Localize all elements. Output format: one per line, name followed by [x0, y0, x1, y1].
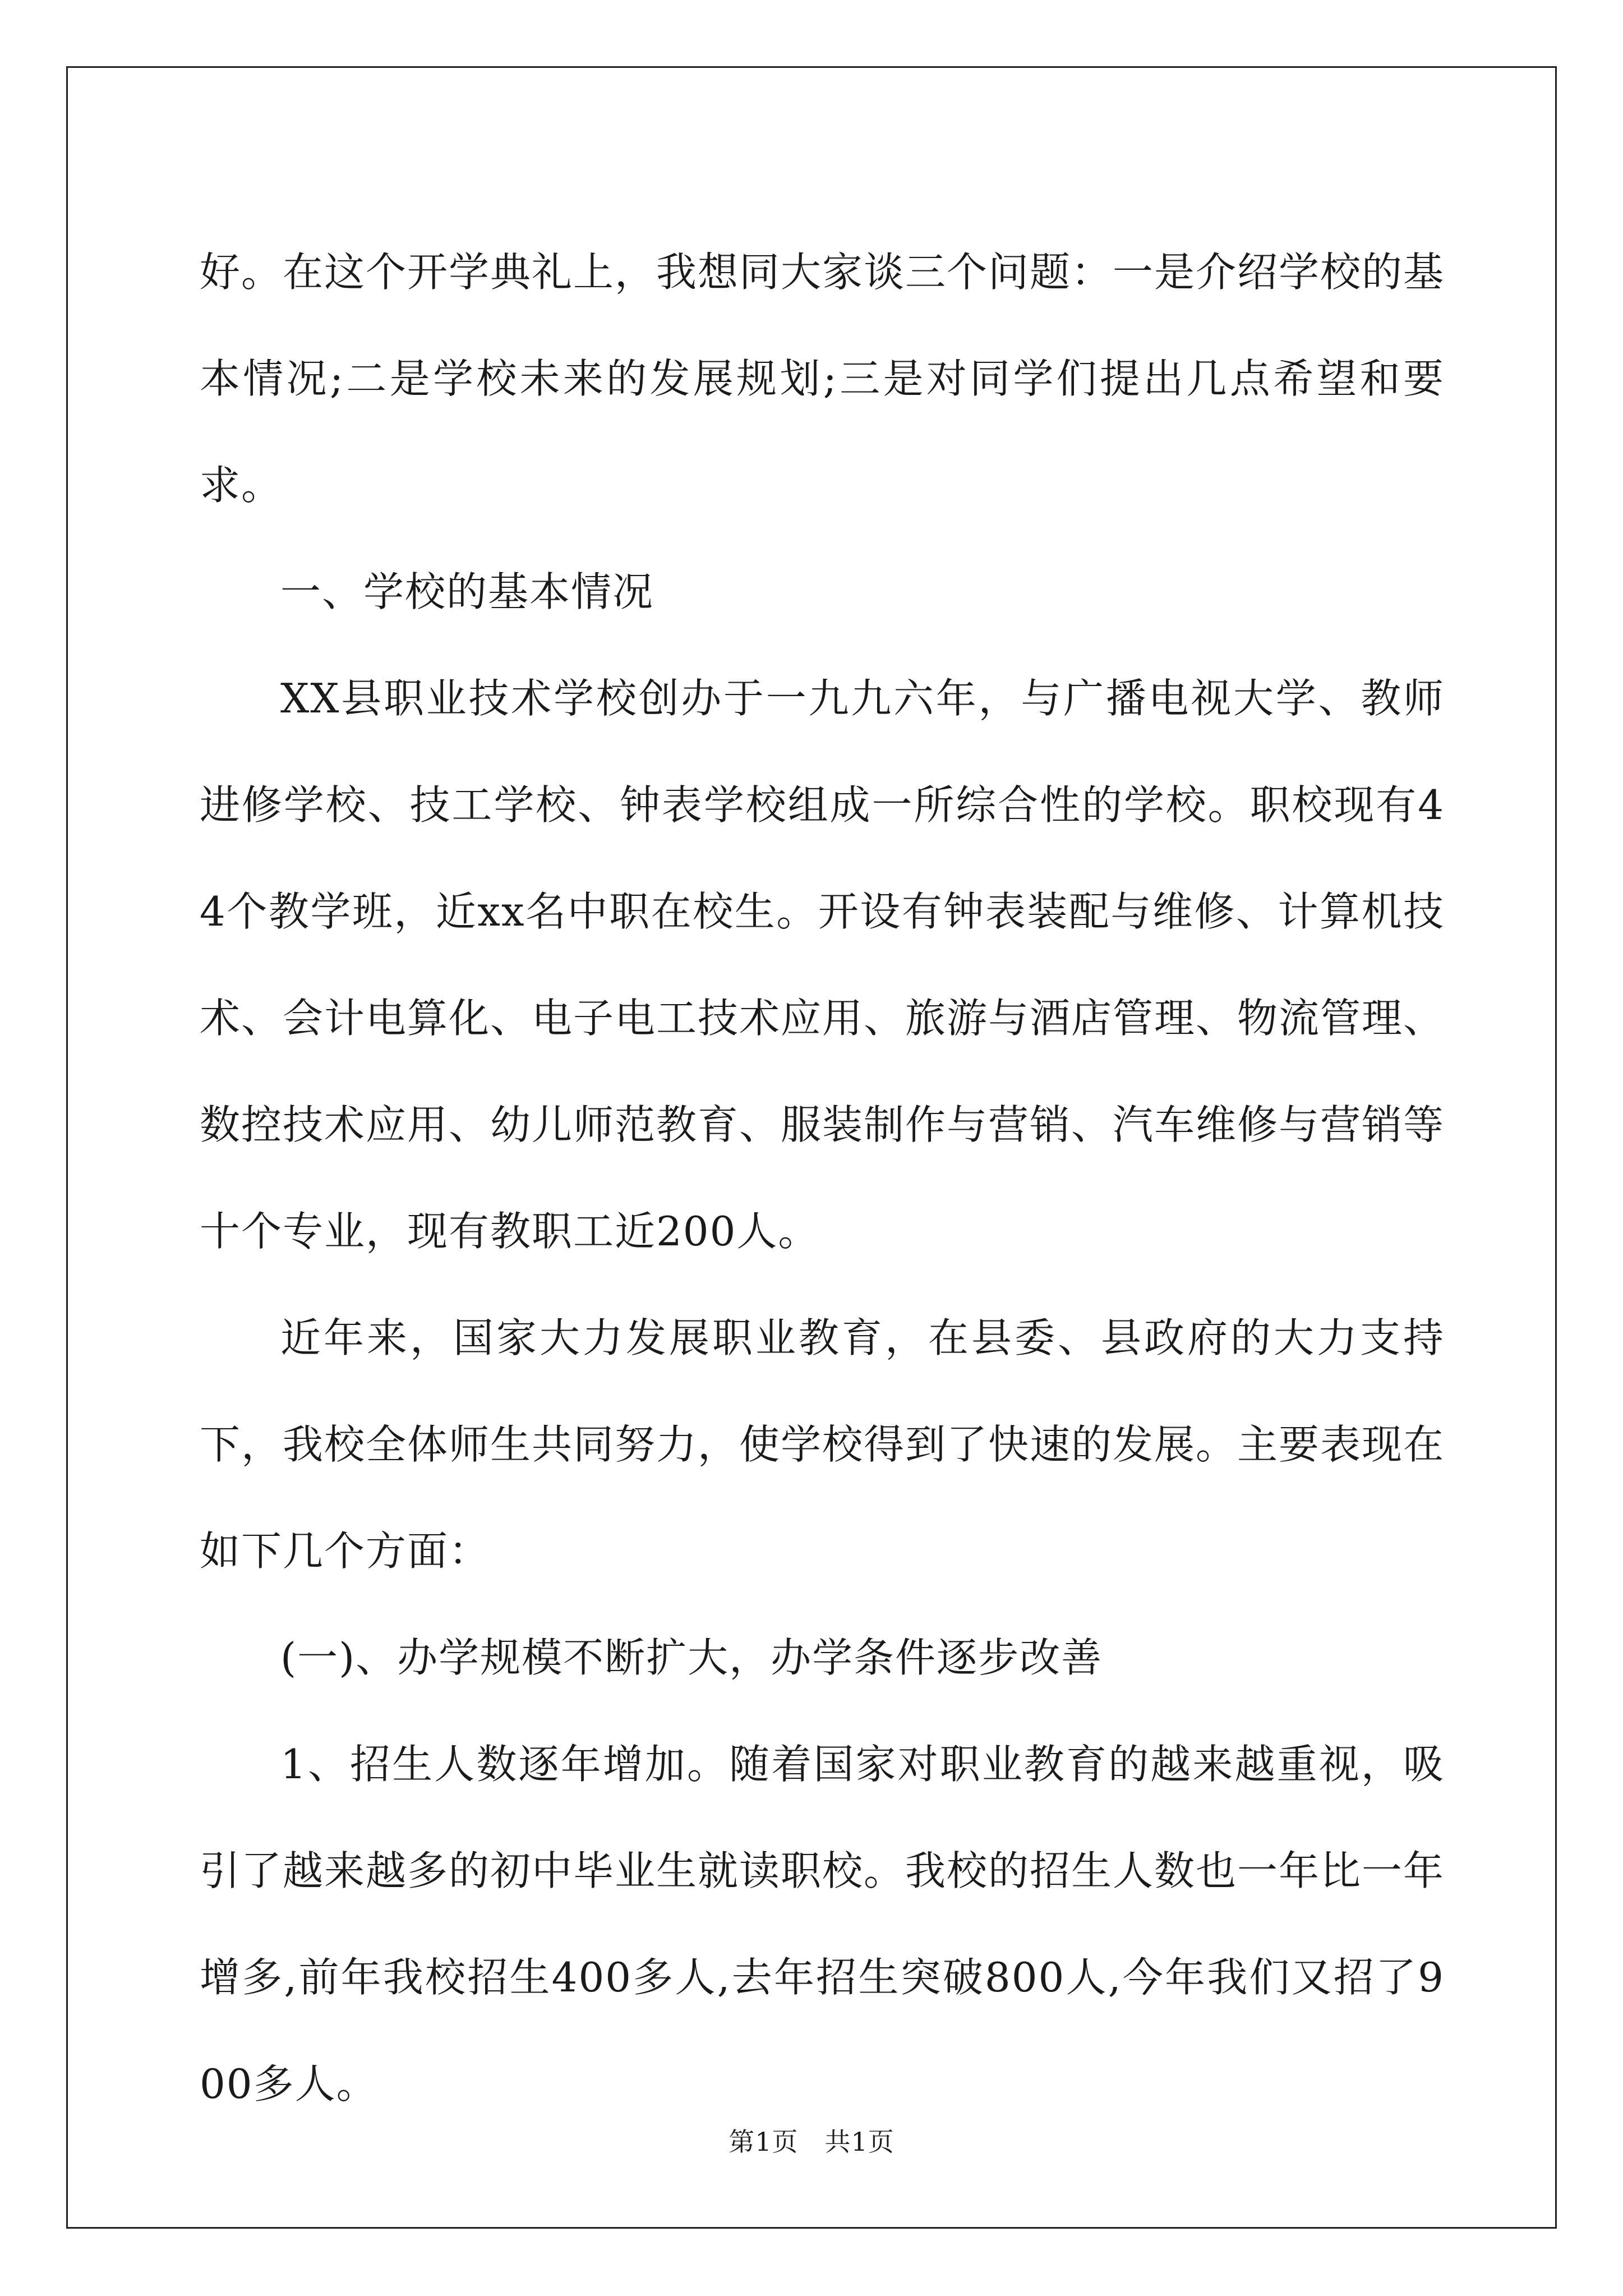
paragraph-enrollment: 1、招生人数逐年增加。随着国家对职业教育的越来越重视，吸引了越来越多的初中毕业生就读职校。我校的招生人数也一年比一年增多,前年我校招生400多人,去年招生突破800人,今年我们又招了900多人。: [200, 1741, 1445, 2108]
paragraph-recent-development: 近年来，国家大力发展职业教育，在县委、县政府的大力支持下，我校全体师生共同努力，使学校得到了快速的发展。主要表现在如下几个方面：: [200, 1314, 1445, 1575]
subsection-heading-scale: (一)、办学规模不断扩大，办学条件逐步改善: [280, 1634, 1103, 1681]
document-body: [200, 219, 1445, 2137]
page-total: 共1页: [824, 2127, 895, 2157]
paragraph-school-overview: XX县职业技术学校创办于一九九六年，与广播电视大学、教师进修学校、技工学校、钟表学校组成一所综合性的学校。职校现有44个教学班，近xx名中职在校生。开设有钟表装配与维修、计算机技术、会计电算化、电子电工技术应用、旅游与酒店管理、物流管理、数控技术应用、幼儿师范教育、服装制作与营销、汽车维修与营销等十个专业，现有教职工近200人。: [200, 675, 1445, 1255]
page-number: 第1页: [728, 2127, 799, 2157]
section-heading-basic-info: 一、学校的基本情况: [280, 568, 654, 615]
page-footer: [0, 2122, 1623, 2159]
paragraph-intro: 好。在这个开学典礼上，我想同大家谈三个问题：一是介绍学校的基本情况;二是学校未来的发展规划;三是对同学们提出几点希望和要求。: [200, 249, 1445, 509]
